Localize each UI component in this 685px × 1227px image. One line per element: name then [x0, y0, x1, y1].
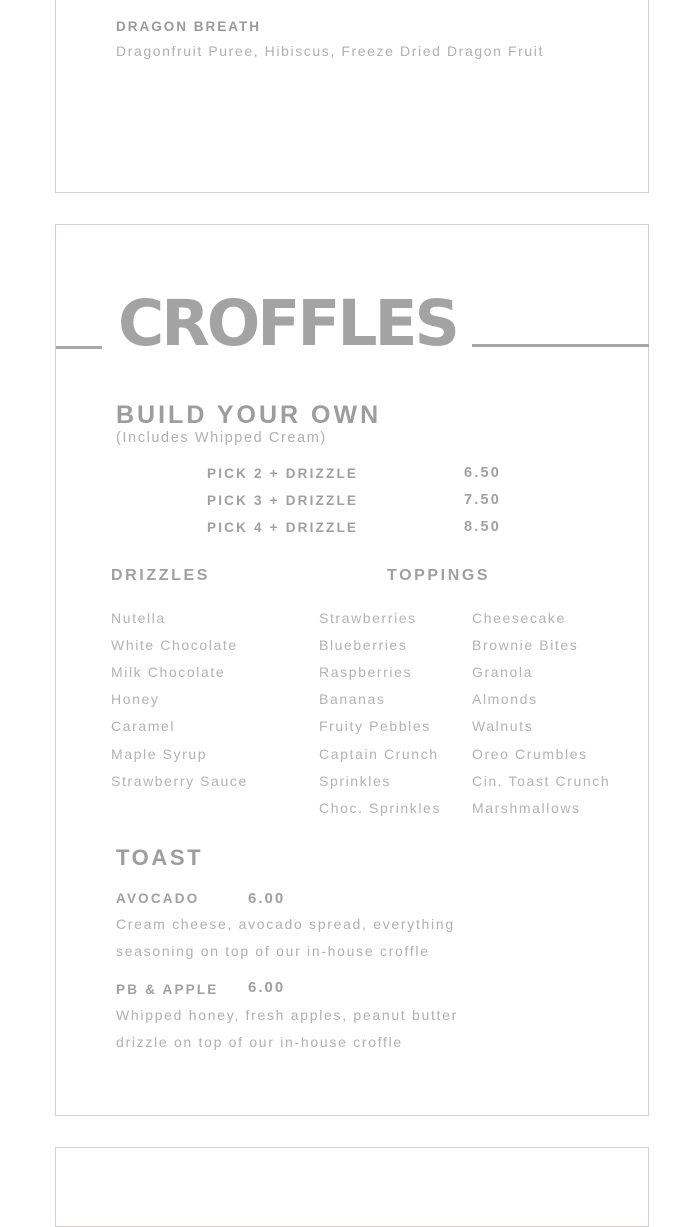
menu-card-next [55, 1147, 649, 1227]
list-item: Oreo Crumbles [472, 746, 588, 762]
toast-heading: TOAST [116, 845, 204, 870]
list-item: Marshmallows [472, 800, 581, 816]
option-label: PICK 4 + DRIZZLE [207, 520, 359, 535]
toast-item-name: PB & APPLE [116, 982, 219, 997]
option-price: 7.50 [464, 492, 502, 508]
drizzles-heading: DRIZZLES [111, 567, 211, 584]
list-item: Sprinkles [319, 773, 391, 789]
list-item: Walnuts [472, 718, 534, 734]
list-item: Bananas [319, 691, 386, 707]
toast-item-description: seasoning on top of our in-house croffle [116, 943, 430, 959]
build-your-own-note: (Includes Whipped Cream) [116, 430, 327, 446]
toast-item-price: 6.00 [248, 890, 286, 907]
option-price: 8.50 [464, 519, 502, 535]
list-item: Raspberries [319, 664, 413, 680]
item-title-dragon-breath: DRAGON BREATH [116, 19, 261, 34]
list-item: Strawberry Sauce [111, 773, 248, 789]
list-item: Cheesecake [472, 610, 566, 626]
toast-item-name: AVOCADO [116, 891, 200, 906]
list-item: Granola [472, 664, 534, 680]
list-item: Milk Chocolate [111, 664, 226, 680]
menu-card-drinks [55, 0, 649, 193]
toast-item-description: drizzle on top of our in-house croffle [116, 1034, 403, 1050]
list-item: Honey [111, 691, 160, 707]
list-item: Captain Crunch [319, 746, 439, 762]
build-your-own-title: BUILD YOUR OWN [116, 401, 382, 429]
list-item: Cin. Toast Crunch [472, 773, 611, 789]
option-label: PICK 3 + DRIZZLE [207, 493, 359, 508]
list-item: White Chocolate [111, 637, 238, 653]
page-title-croffles: CROFFLES [118, 287, 457, 360]
list-item: Choc. Sprinkles [319, 800, 442, 816]
list-item: Blueberries [319, 637, 408, 653]
menu-card-croffles [55, 224, 649, 1116]
list-item: Strawberries [319, 610, 417, 626]
list-item: Brownie Bites [472, 637, 579, 653]
option-label: PICK 2 + DRIZZLE [207, 466, 359, 481]
list-item: Fruity Pebbles [319, 718, 431, 734]
toast-item-price: 6.00 [248, 979, 286, 996]
list-item: Nutella [111, 610, 166, 626]
list-item: Caramel [111, 718, 176, 734]
option-price: 6.50 [464, 465, 502, 481]
list-item: Maple Syrup [111, 746, 208, 762]
toast-item-description: Whipped honey, fresh apples, peanut butter [116, 1007, 458, 1023]
toppings-heading: TOPPINGS [387, 567, 491, 584]
heading-rule-left [56, 346, 102, 349]
heading-rule-right [472, 344, 649, 347]
list-item: Almonds [472, 691, 538, 707]
item-description-dragon-breath: Dragonfruit Puree, Hibiscus, Freeze Dried Dragon Fruit [116, 43, 544, 59]
toast-item-description: Cream cheese, avocado spread, everything [116, 916, 455, 932]
